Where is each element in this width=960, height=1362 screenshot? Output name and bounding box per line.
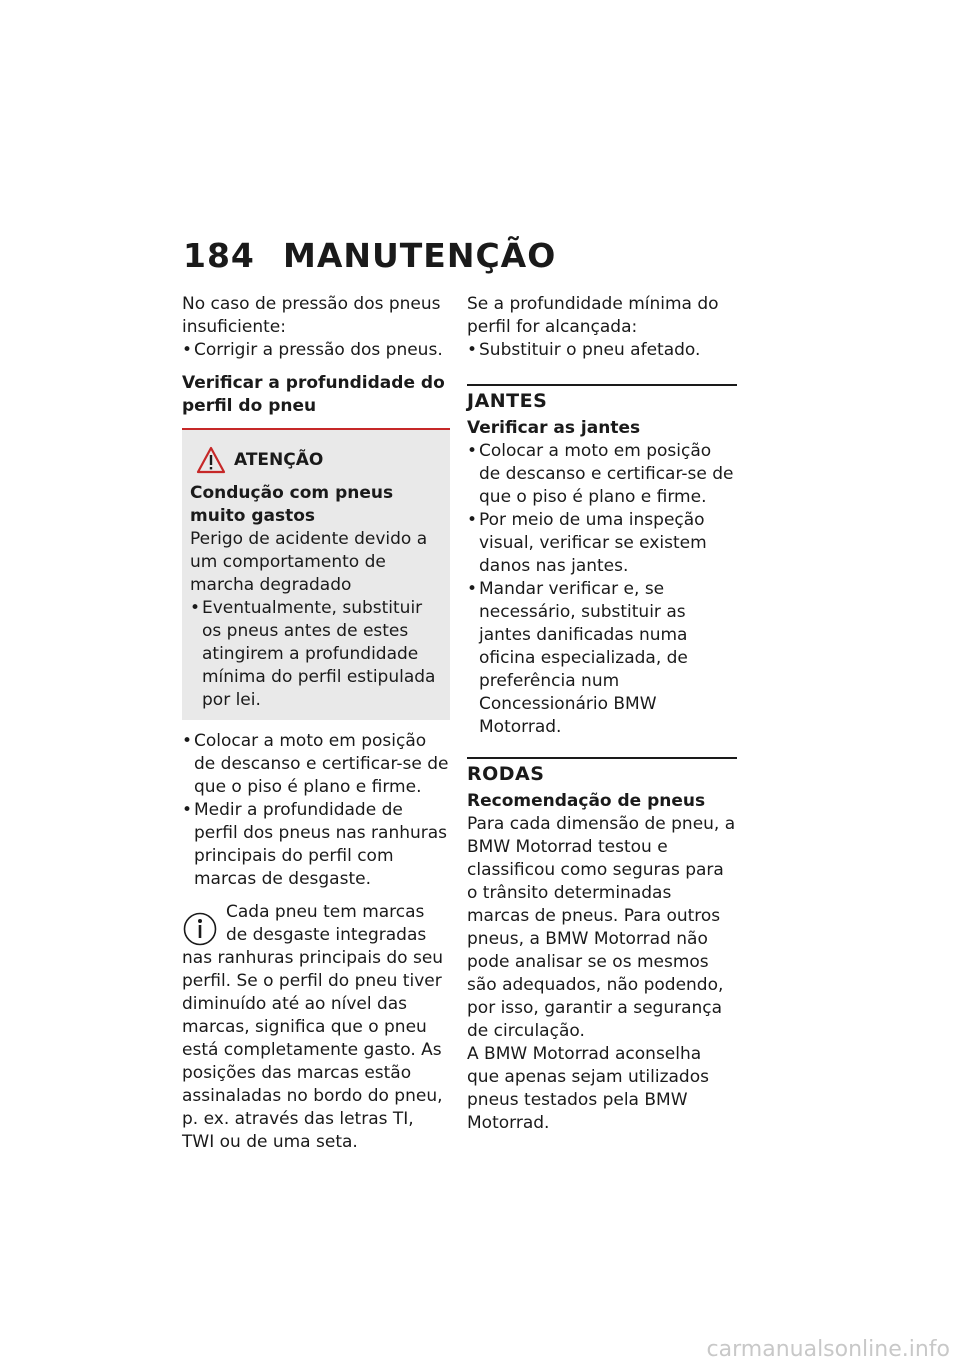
warning-triangle-icon [196,446,226,474]
info-note [182,901,450,1154]
warning-list [190,597,442,712]
section-heading-rodas: RODAS [467,757,737,786]
paragraph: A BMW Motorrad aconselha que apenas sejam utilizados pneus testados pela BMW Motorrad. [467,1044,709,1133]
watermark: carmanualsonline.info [706,1337,950,1362]
list-item: • Corrigir a pressão dos pneus. [182,339,450,362]
section-title: MANUTENÇÃO [283,236,557,275]
info-text-line: de desgaste integradas [226,925,427,945]
info-text-line: Cada pneu tem marcas [226,902,425,922]
paragraph: Para cada dimensão de pneu, a BMW Motorrad testou e classificou como seguras para o trânsito determinadas marcas de pneus. Para outros pneus, a BMW Motorrad não pode analisar se os mesmos são adequados, não podendo, por isso, garantir a segurança de circulação. [467,814,736,1041]
warning-subtitle: Condução com pneus muito gastos [190,483,394,526]
warning-text: Perigo de acidente devido a um comportamento de marcha degradado [190,529,428,595]
page-header [183,236,556,275]
list-item: • Colocar a moto em posição de descanso e certificar-se de que o piso é plano e firme. [467,440,737,509]
section-heading-jantes: JANTES [467,384,737,413]
list-item: • Colocar a moto em posição de descanso e certificar-se de que o piso é plano e firme. [182,730,450,799]
rims-list [467,440,737,739]
subheading-profile-depth: Verificar a profundidade do perfil do pneu [182,373,445,416]
info-icon [182,911,218,947]
info-text-body: nas ranhuras principais do seu perfil. Se o perfil do pneu tiver diminuído até ao nível das marcas, significa que o pneu está completamente gasto. As posições das marcas estão assinaladas no bordo do pneu, p. ex. através das letras TI, TWI ou de uma seta. [182,948,444,1152]
subheading-check-rims: Verificar as jantes [467,418,641,438]
right-column [467,293,737,1135]
page-number: 184 [183,236,255,275]
list-item: • Eventualmente, substituir os pneus antes de estes atingirem a profundidade mínima do perfil estipulada por lei. [190,597,442,712]
intro-text: Se a profundidade mínima do perfil for alcançada: [467,294,719,337]
list-item: • Medir a profundidade de perfil dos pneus nas ranhuras principais do perfil com marcas de desgaste. [182,799,450,891]
profile-steps-list [182,730,450,891]
left-column [182,293,450,1154]
list-item: • Por meio de uma inspeção visual, verificar se existem danos nas jantes. [467,509,737,578]
intro-list [182,339,450,362]
warning-header [196,446,442,474]
subheading-tyre-recommendation: Recomendação de pneus [467,791,706,811]
list-item: • Mandar verificar e, se necessário, substituir as jantes danificadas numa oficina especializada, de preferência num Concessionário BMW Motorrad. [467,578,737,739]
intro-list [467,339,737,362]
list-item: • Substituir o pneu afetado. [467,339,737,362]
warning-box [182,428,450,720]
warning-title: ATENÇÃO [234,449,324,470]
intro-text: No caso de pressão dos pneus insuficiente: [182,294,441,337]
